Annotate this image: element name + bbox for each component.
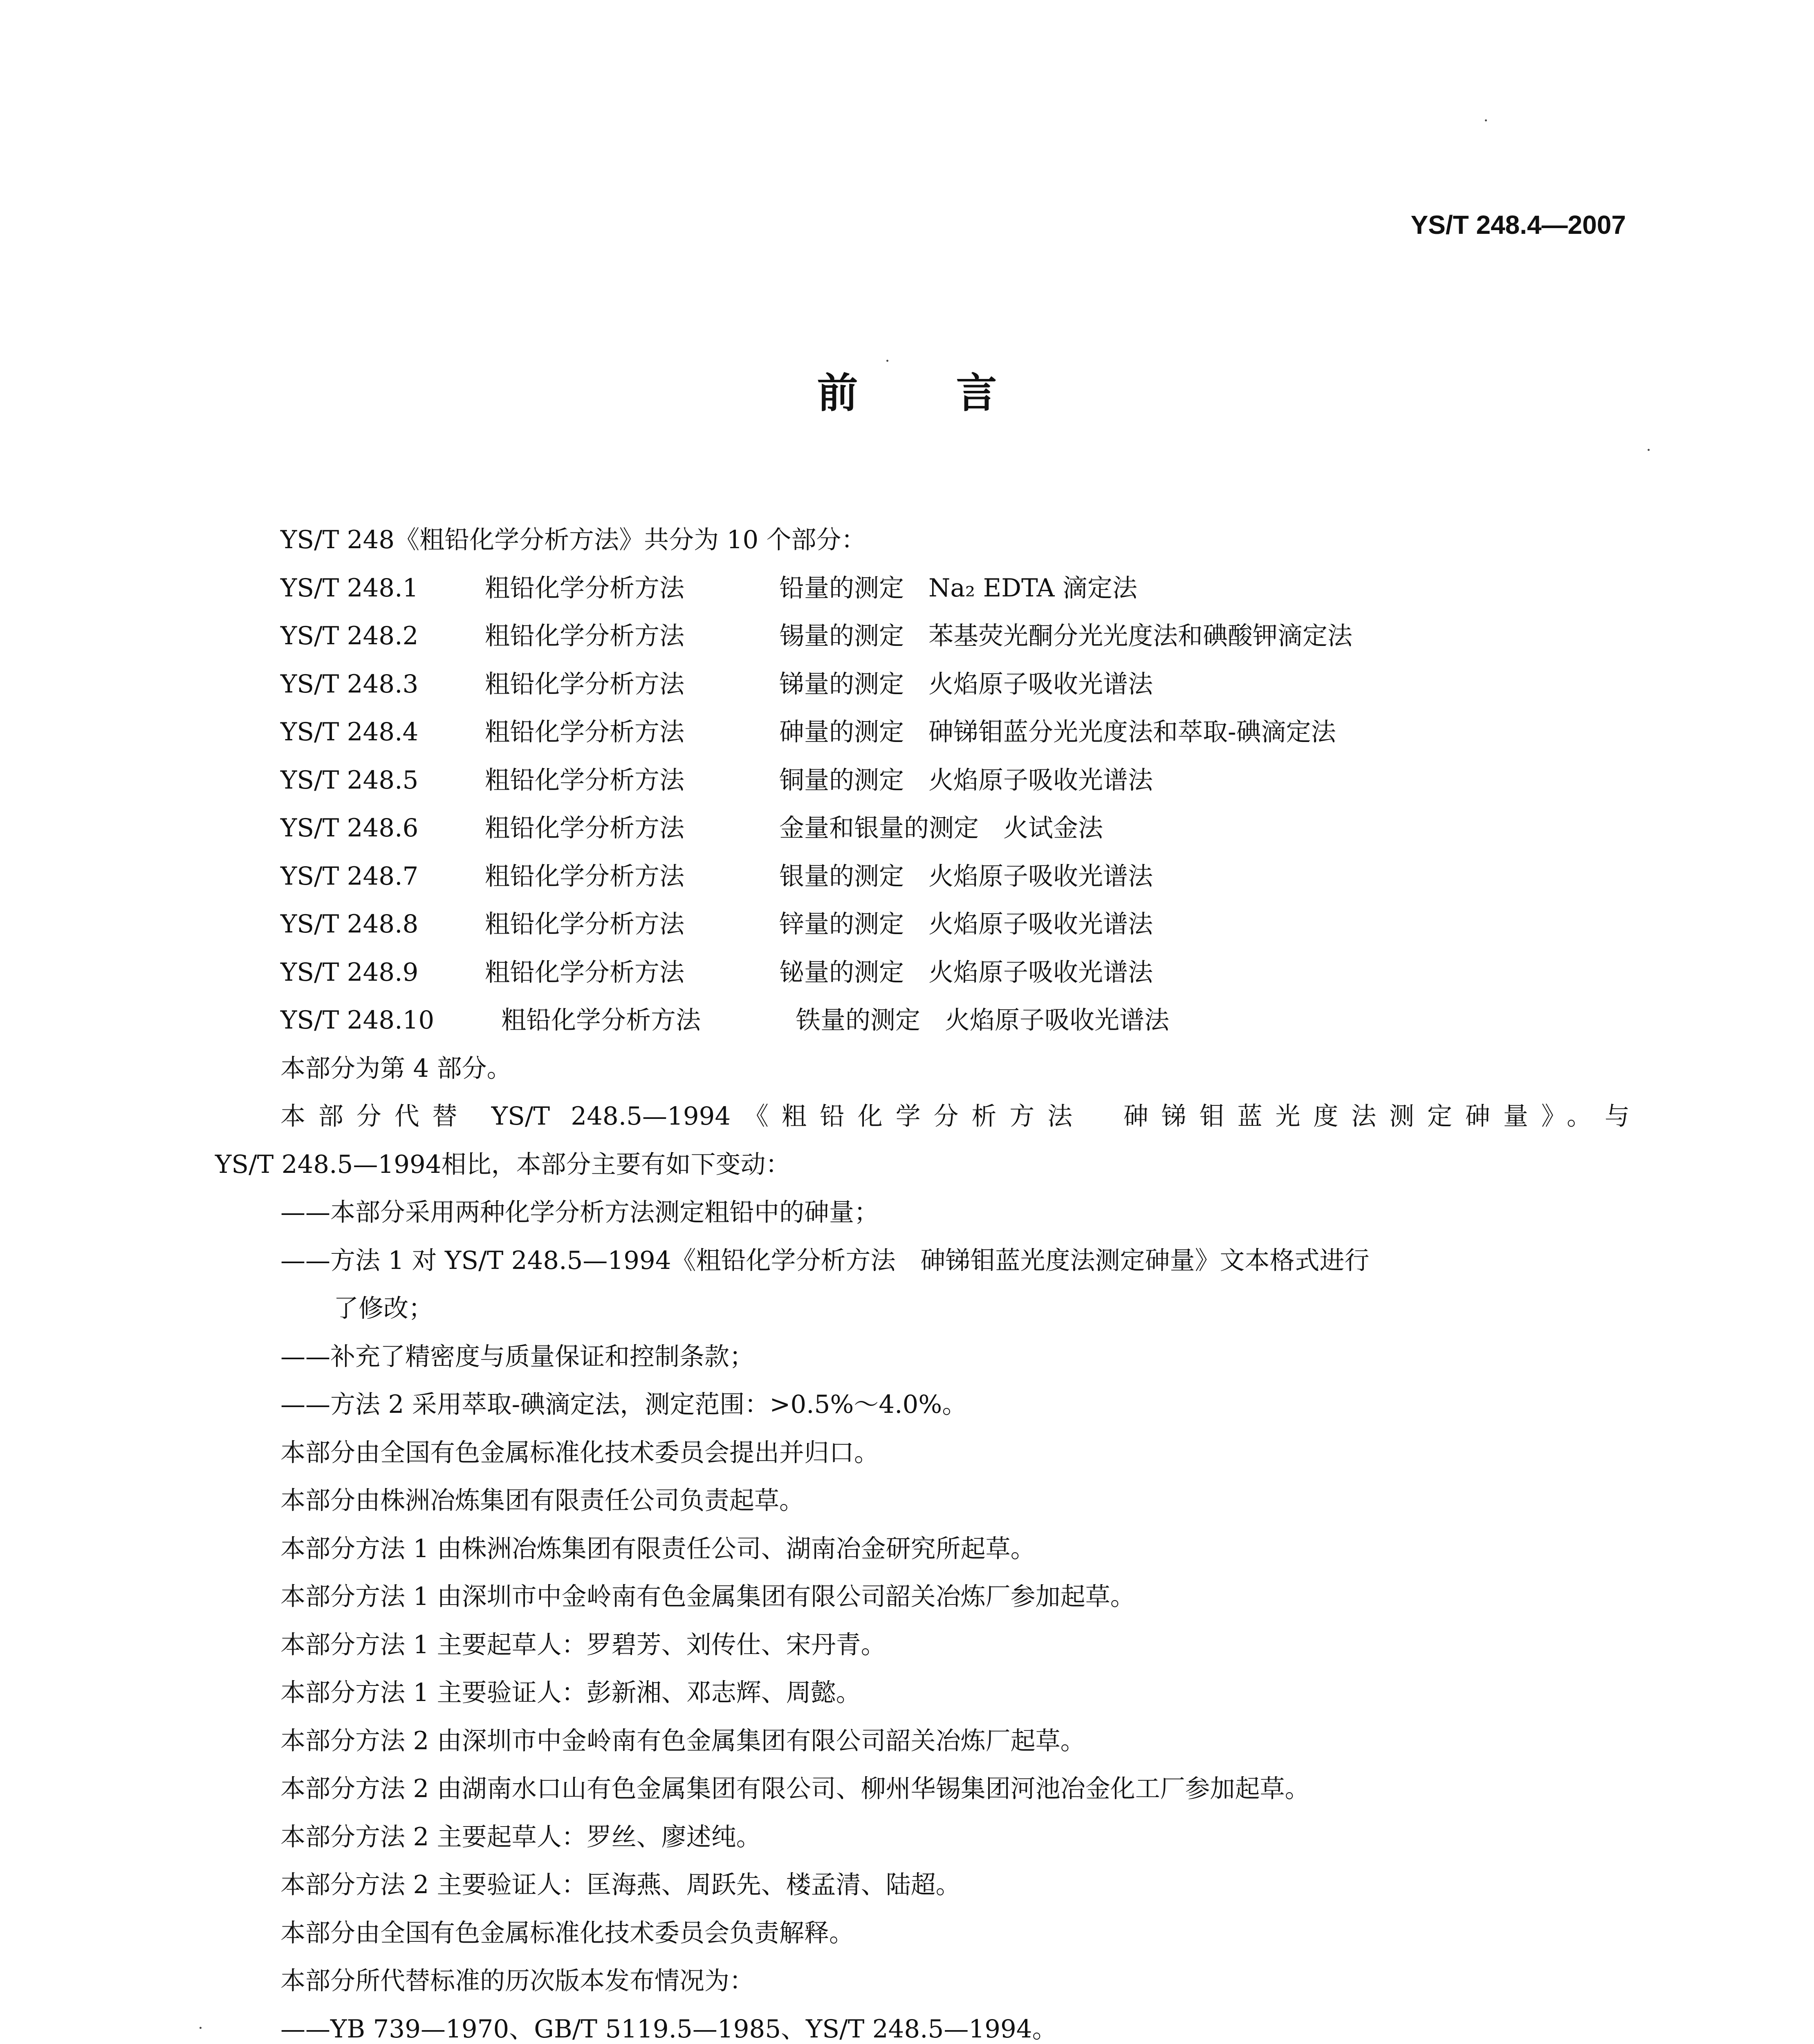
part-code: YS/T 248.7 xyxy=(280,861,419,891)
statement-line: 本部分方法 2 由深圳市中金岭南有色金属集团有限公司韶关冶炼厂起草。 xyxy=(280,1726,1085,1755)
scan-speck xyxy=(1648,449,1650,451)
part-name: 粗铅化学分析方法 xyxy=(485,717,685,746)
part-code: YS/T 248.9 xyxy=(280,957,419,987)
scan-speck xyxy=(1485,119,1487,121)
part-row xyxy=(280,900,1630,948)
statement-line: 本部分方法 2 由湖南水口山有色金属集团有限公司、柳州华锡集团河池冶金化工厂参加起草。 xyxy=(280,1774,1310,1803)
change-item: ——补充了精密度与质量保证和控制条款； xyxy=(280,1342,755,1371)
part-name: 粗铅化学分析方法 xyxy=(501,1006,701,1035)
part-name: 粗铅化学分析方法 xyxy=(485,621,685,650)
scan-speck xyxy=(886,360,888,362)
part-code: YS/T 248.8 xyxy=(280,910,419,939)
part-statement: 本部分为第 4 部分。 xyxy=(280,1053,512,1083)
part-row xyxy=(280,948,1630,997)
change-item-continuation: 了修改； xyxy=(334,1294,434,1323)
part-item: 铋量的测定 xyxy=(779,957,904,987)
intro-line: YS/T 248《粗铅化学分析方法》共分为 10 个部分： xyxy=(280,525,866,554)
part-code: YS/T 248.10 xyxy=(280,1006,435,1035)
part-name: 粗铅化学分析方法 xyxy=(485,573,685,603)
part-item: 砷量的测定 xyxy=(779,717,904,746)
part-method: 火焰原子吸收光谱法 xyxy=(945,1006,1170,1035)
part-row xyxy=(280,564,1630,612)
part-method: 火焰原子吸收光谱法 xyxy=(928,765,1153,795)
part-method: 火焰原子吸收光谱法 xyxy=(928,669,1153,699)
part-method: 火焰原子吸收光谱法 xyxy=(928,957,1153,987)
part-item: 银量的测定 xyxy=(779,861,904,891)
part-name: 粗铅化学分析方法 xyxy=(485,910,685,939)
statement-line: 本部分方法 2 主要验证人：匡海燕、周跃先、楼孟清、陆超。 xyxy=(280,1870,961,1899)
change-item: ——方法 1 对 YS/T 248.5—1994《粗铅化学分析方法 砷锑钼蓝光度法测定砷量》文本格式进行 xyxy=(280,1246,1370,1275)
part-row xyxy=(280,852,1630,901)
part-method: 苯基荧光酮分光光度法和碘酸钾滴定法 xyxy=(928,621,1353,650)
preface-body xyxy=(215,516,1630,2044)
part-row xyxy=(280,612,1630,660)
part-method: 火焰原子吸收光谱法 xyxy=(928,861,1153,891)
part-item: 铜量的测定 xyxy=(779,765,904,795)
part-method: 火试金法 xyxy=(1003,814,1103,843)
part-row xyxy=(280,660,1630,708)
replacement-line-1: 本部分代替 YS/T 248.5—1994《粗铅化学分析方法 砷锑钼蓝光度法测定砷量》。与 xyxy=(280,1102,1630,1131)
part-row xyxy=(280,996,1630,1044)
part-code: YS/T 248.4 xyxy=(280,717,419,746)
part-name: 粗铅化学分析方法 xyxy=(485,957,685,987)
statement-line: 本部分由全国有色金属标准化技术委员会负责解释。 xyxy=(280,1918,854,1948)
part-code: YS/T 248.6 xyxy=(280,814,419,843)
statement-line: 本部分方法 1 主要起草人：罗碧芳、刘传仕、宋丹青。 xyxy=(280,1630,886,1659)
scan-speck xyxy=(200,2027,202,2029)
part-name: 粗铅化学分析方法 xyxy=(485,669,685,699)
part-code: YS/T 248.2 xyxy=(280,621,419,650)
part-code: YS/T 248.5 xyxy=(280,765,419,795)
statement-line: 本部分由全国有色金属标准化技术委员会提出并归口。 xyxy=(280,1438,879,1467)
part-row xyxy=(280,756,1630,805)
statement-line: 本部分由株洲冶炼集团有限责任公司负责起草。 xyxy=(280,1486,805,1515)
statement-line: 本部分方法 1 由深圳市中金岭南有色金属集团有限公司韶关冶炼厂参加起草。 xyxy=(280,1582,1135,1611)
part-item: 锑量的测定 xyxy=(779,669,904,699)
part-method: Na₂ EDTA 滴定法 xyxy=(928,573,1137,603)
part-item: 铅量的测定 xyxy=(779,573,904,603)
statement-line: 本部分所代替标准的历次版本发布情况为： xyxy=(280,1966,755,1995)
part-item: 锡量的测定 xyxy=(779,621,904,650)
parts-list xyxy=(215,564,1630,1044)
replacement-line-2: YS/T 248.5—1994相比，本部分主要有如下变动： xyxy=(215,1150,791,1179)
statement-line: 本部分方法 1 由株洲冶炼集团有限责任公司、湖南冶金研究所起草。 xyxy=(280,1534,1036,1563)
part-method: 砷锑钼蓝分光光度法和萃取-碘滴定法 xyxy=(928,717,1336,746)
part-row xyxy=(280,708,1630,756)
part-name: 粗铅化学分析方法 xyxy=(485,861,685,891)
part-item: 铁量的测定 xyxy=(796,1006,921,1035)
part-item: 金量和银量的测定 xyxy=(779,814,979,843)
standard-code: YS/T 248.4—2007 xyxy=(1410,210,1626,240)
part-item: 锌量的测定 xyxy=(779,910,904,939)
preface-title: 前言 xyxy=(817,369,1095,417)
part-method: 火焰原子吸收光谱法 xyxy=(928,910,1153,939)
statement-line: 本部分方法 2 主要起草人：罗丝、廖述纯。 xyxy=(280,1822,761,1851)
history-line: ——YB 739—1970、GB/T 5119.5—1985、YS/T 248.5—1994。 xyxy=(280,2014,1057,2044)
part-name: 粗铅化学分析方法 xyxy=(485,765,685,795)
statement-line: 本部分方法 1 主要验证人：彭新湘、邓志辉、周懿。 xyxy=(280,1678,861,1707)
change-item: ——方法 2 采用萃取-碘滴定法，测定范围：>0.5%～4.0%。 xyxy=(280,1390,967,1419)
part-row xyxy=(280,804,1630,852)
part-code: YS/T 248.1 xyxy=(280,573,419,603)
part-code: YS/T 248.3 xyxy=(280,669,419,699)
change-item: ——本部分采用两种化学分析方法测定粗铅中的砷量； xyxy=(280,1198,879,1227)
part-name: 粗铅化学分析方法 xyxy=(485,814,685,843)
